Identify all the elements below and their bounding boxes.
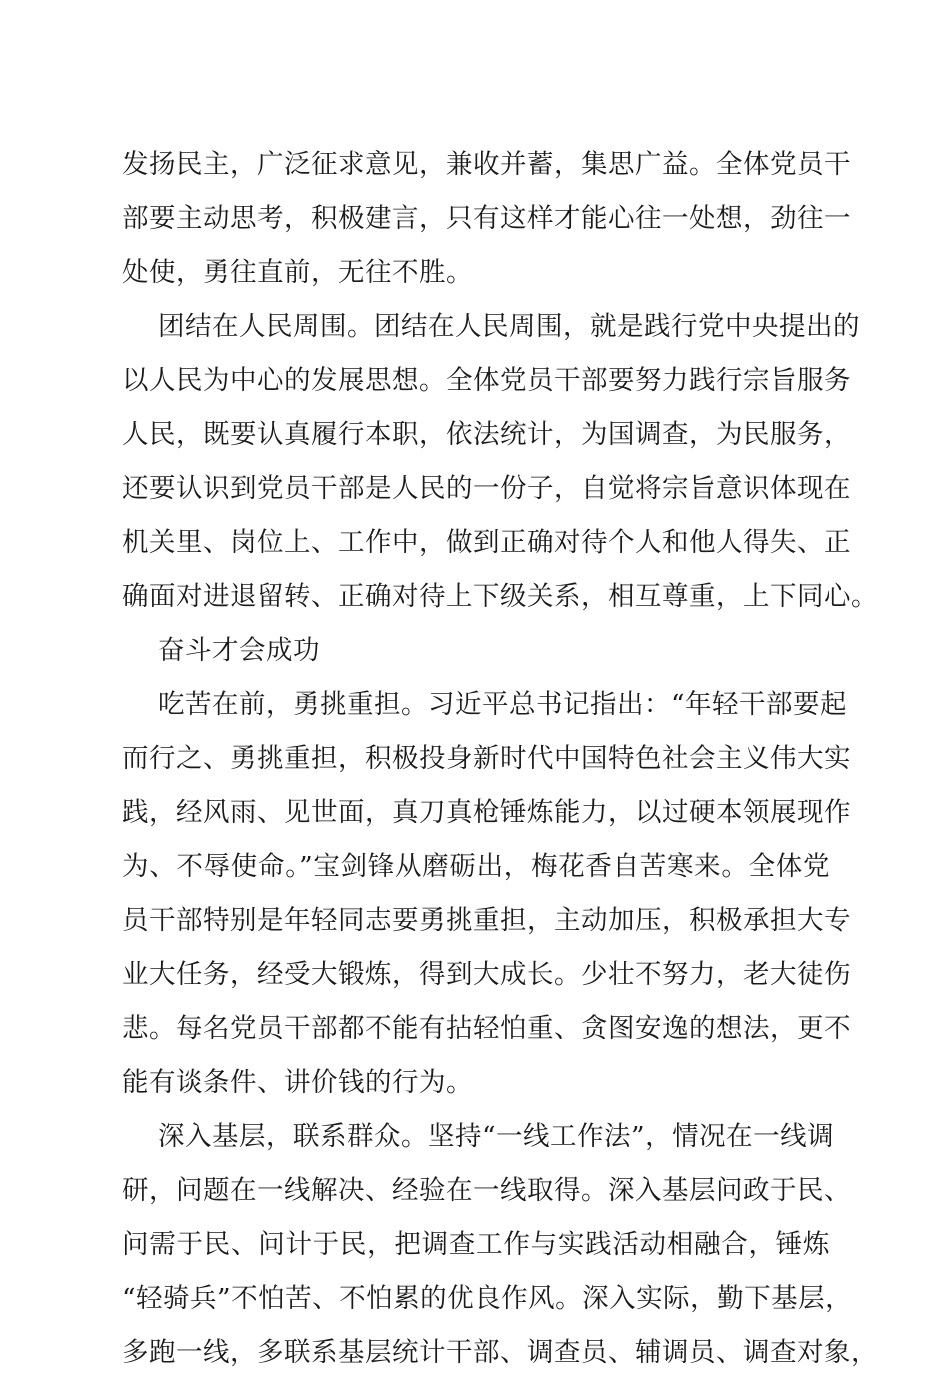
text-line: 能有谈条件、讲价钱的行为。 xyxy=(122,1067,473,1098)
text-line: 团结在人民周围。团结在人民周围，就是践行党中央提出的 xyxy=(158,311,860,342)
section-heading: 奋斗才会成功 xyxy=(158,635,320,666)
text-line: 还要认识到党员干部是人民的一份子，自觉将宗旨意识体现在 xyxy=(122,473,851,504)
paragraph-grassroots xyxy=(122,1110,878,1380)
text-line: 人民，既要认真履行本职，依法统计，为国调查，为民服务， xyxy=(122,419,851,450)
text-line: 问需于民、问计于民，把调查工作与实践活动相融合，锤炼 xyxy=(122,1229,830,1260)
text-line: “轻骑兵”不怕苦、不怕累的优良作风。深入实际，勤下基层， xyxy=(122,1283,853,1314)
document-body xyxy=(122,138,878,1380)
text-line: 确面对进退留转、正确对待上下级关系，相互尊重，上下同心。 xyxy=(122,581,878,612)
text-line: 为、不辱使命。”宝剑锋从磨砺出，梅花香自苦寒来。全体党 xyxy=(122,851,830,882)
text-line: 发扬民主，广泛征求意见，兼收并蓄，集思广益。全体党员干 xyxy=(122,149,851,180)
text-line: 机关里、岗位上、工作中，做到正确对待个人和他人得失、正 xyxy=(122,527,851,558)
paragraph-hardship xyxy=(122,678,851,1110)
text-line: 深入基层，联系群众。坚持“一线工作法”，情况在一线调 xyxy=(158,1121,835,1152)
text-line: 悲。每名党员干部都不能有拈轻怕重、贪图安逸的想法，更不 xyxy=(122,1013,851,1044)
text-line: 以人民为中心的发展思想。全体党员干部要努力践行宗旨服务 xyxy=(122,365,851,396)
text-line: 员干部特别是年轻同志要勇挑重担，主动加压，积极承担大专 xyxy=(122,905,851,936)
text-line: 吃苦在前，勇挑重担。习近平总书记指出：“年轻干部要起 xyxy=(158,689,848,720)
text-line: 研，问题在一线解决、经验在一线取得。深入基层问政于民、 xyxy=(122,1175,851,1206)
text-line: 业大任务，经受大锻炼，得到大成长。少壮不努力，老大徒伤 xyxy=(122,959,851,990)
text-line: 多跑一线，多联系基层统计干部、调查员、辅调员、调查对象， xyxy=(122,1337,878,1368)
text-line: 部要主动思考，积极建言，只有这样才能心往一处想，劲往一 xyxy=(122,203,851,234)
paragraph-democracy xyxy=(122,138,851,300)
text-line: 而行之、勇挑重担，积极投身新时代中国特色社会主义伟大实 xyxy=(122,743,851,774)
text-line: 处使，勇往直前，无往不胜。 xyxy=(122,257,473,288)
paragraph-unity xyxy=(122,300,878,624)
text-line: 践，经风雨、见世面，真刀真枪锤炼能力，以过硬本领展现作 xyxy=(122,797,851,828)
